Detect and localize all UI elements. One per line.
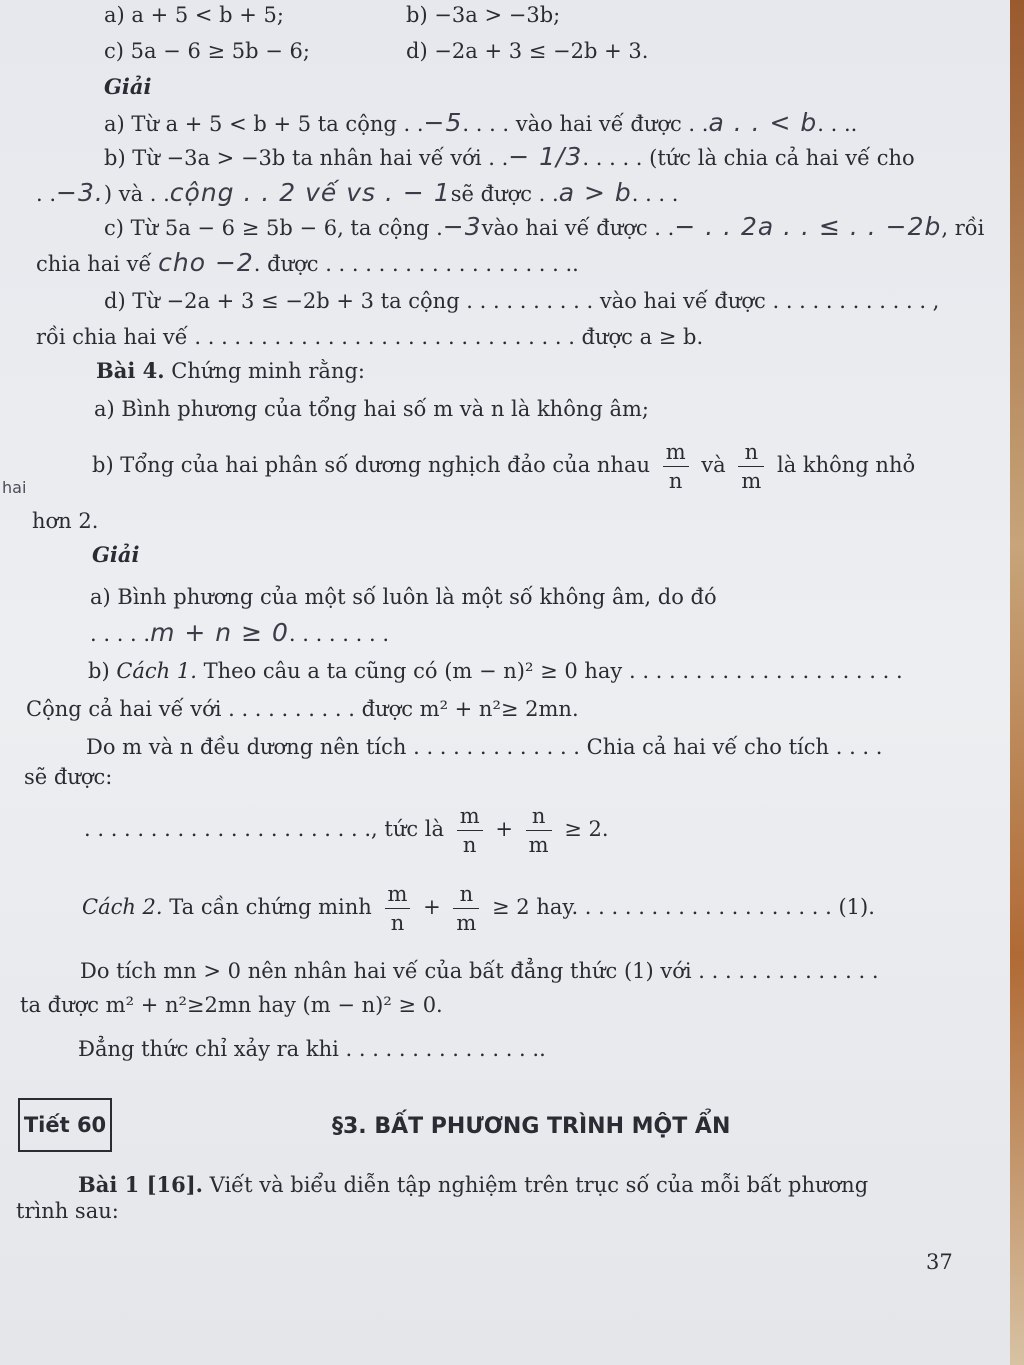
denominator: n xyxy=(390,911,405,935)
text: ) và . . xyxy=(103,182,170,206)
fraction-m-over-n xyxy=(663,438,689,495)
ex4-solution-b-line2: Cộng cả hai vế với . . . . . . . . . . được m² + n²≥ 2mn. xyxy=(26,697,579,721)
handwriting: −3. xyxy=(56,178,104,207)
ex4-solution-a: a) Bình phương của một số luôn là một số không âm, do đó xyxy=(90,585,717,609)
ex4-solution-b-cach1 xyxy=(88,658,903,684)
page-edge-background xyxy=(1010,0,1024,1365)
text: b) Từ −3a > −3b ta nhân hai vế với . . xyxy=(104,146,509,170)
ex3-solution-b xyxy=(104,144,915,171)
ex1-16-title xyxy=(78,1172,868,1198)
ex3-option-b: b) −3a > −3b; xyxy=(406,3,561,27)
ex4-solution-do-tich: Do tích mn > 0 nên nhân hai vế của bất đẳng thức (1) với . . . . . . . . . . . . . . xyxy=(80,959,879,983)
handwriting: a . . < b xyxy=(708,108,818,137)
ex4-solution-ta-duoc: ta được m² + n²≥2mn hay (m − n)² ≥ 0. xyxy=(20,993,443,1017)
ex3-option-c: c) 5a − 6 ≥ 5b − 6; xyxy=(104,39,310,63)
denominator: n xyxy=(668,469,683,493)
text: . được . . . . . . . . . . . . . . . . . . .. xyxy=(253,252,579,276)
plus-sign: + xyxy=(495,817,513,841)
lesson-number-box: Tiết 60 xyxy=(18,1098,112,1152)
ex4-part-a: a) Bình phương của tổng hai số m và n là không âm; xyxy=(94,397,649,421)
denominator: m xyxy=(528,833,549,857)
numerator: m xyxy=(663,438,689,467)
handwriting: cộng . . 2 vế vs . − 1 xyxy=(169,178,451,207)
ex4-solution-a-answer xyxy=(90,620,389,647)
title-bold: Bài 1 [16]. xyxy=(78,1172,203,1197)
text: vào hai vế được . . xyxy=(481,216,675,240)
ex4-part-b xyxy=(92,438,915,495)
handwriting: −5 xyxy=(423,108,463,137)
denominator: m xyxy=(741,469,762,493)
giai-label-ex3: Giải xyxy=(104,74,152,99)
text: ≥ 2. xyxy=(564,817,609,841)
section-heading: §3. BẤT PHƯƠNG TRÌNH MỘT ẨN xyxy=(332,1114,731,1139)
text: ≥ 2 hay. . . . . . . . . . . . . . . . . . . . (1). xyxy=(492,895,875,919)
text: . . xyxy=(36,182,57,206)
text: và xyxy=(701,453,726,477)
ex3-option-a: a) a + 5 < b + 5; xyxy=(104,3,284,27)
handwriting: − . . 2a . . ≤ . . −2b xyxy=(674,212,942,241)
text: chia hai vế xyxy=(36,252,152,276)
text: Ta cần chứng minh xyxy=(169,895,372,919)
ex4-part-b-cont: hơn 2. xyxy=(32,509,99,533)
text: c) Từ 5a − 6 ≥ 5b − 6, ta cộng . xyxy=(104,216,443,240)
page-number: 37 xyxy=(926,1250,953,1274)
text: . . . . . . . . . . . . . . . . . . . . . ., tức là xyxy=(84,817,445,841)
handwriting: m + n ≥ 0 xyxy=(150,618,289,647)
ex3-solution-d-cont: rồi chia hai vế . . . . . . . . . . . . . . . . . . . . . . . . . . . . . được a ≥ b. xyxy=(36,325,704,349)
ex4-solution-cach2 xyxy=(82,880,875,937)
margin-note: hai xyxy=(2,478,27,497)
cach-label: Cách 1. xyxy=(116,659,197,683)
ex4-title xyxy=(96,358,365,384)
text: . . .. xyxy=(817,112,858,136)
text: . . . . . xyxy=(90,622,151,646)
numerator: n xyxy=(738,438,764,467)
fraction-n-over-m xyxy=(526,802,552,859)
ex3-solution-c-cont xyxy=(36,250,579,277)
ex3-solution-b-cont xyxy=(36,180,678,207)
text: , rồi xyxy=(941,216,985,240)
handwriting: cho −2 xyxy=(158,248,254,277)
fraction-m-over-n xyxy=(385,880,411,937)
text: a) Từ a + 5 < b + 5 ta cộng . . xyxy=(104,112,424,136)
ex3-solution-a xyxy=(104,110,857,137)
numerator: m xyxy=(457,802,483,831)
ex3-solution-c xyxy=(104,214,984,241)
cach-label: Cách 2. xyxy=(82,895,163,919)
handwriting: a > b xyxy=(558,178,632,207)
text: b) Tổng của hai phân số dương nghịch đảo của nhau xyxy=(92,453,650,477)
text: . . . . xyxy=(631,182,679,206)
text: . . . . vào hai vế được . . xyxy=(462,112,709,136)
numerator: m xyxy=(385,880,411,909)
numerator: n xyxy=(453,880,479,909)
fraction-m-over-n xyxy=(457,802,483,859)
title-text: Chứng minh rằng: xyxy=(171,359,365,383)
denominator: n xyxy=(462,833,477,857)
fraction-n-over-m xyxy=(453,880,479,937)
ex4-solution-dang-thuc: Đẳng thức chỉ xảy ra khi . . . . . . . . . . . . . . .. xyxy=(78,1037,546,1061)
denominator: m xyxy=(456,911,477,935)
ex4-solution-b-line4: sẽ được: xyxy=(24,765,113,789)
text: . . . . . (tức là chia cả hai vế cho xyxy=(582,146,915,170)
giai-label-ex4: Giải xyxy=(92,542,140,567)
text: b) xyxy=(88,659,110,683)
title-bold: Bài 4. xyxy=(96,358,165,383)
ex3-solution-d: d) Từ −2a + 3 ≤ −2b + 3 ta cộng . . . . . . . . . . vào hai vế được . . . . . . . . . . . . , xyxy=(104,289,940,313)
ex3-option-d: d) −2a + 3 ≤ −2b + 3. xyxy=(406,39,649,63)
text: . . . . . . . . xyxy=(288,622,390,646)
plus-sign: + xyxy=(423,895,441,919)
fraction-n-over-m xyxy=(738,438,764,495)
handwriting: −3 xyxy=(442,212,482,241)
handwriting: − 1/3 xyxy=(508,142,583,171)
text: là không nhỏ xyxy=(776,453,916,477)
ex1-16-title-cont: trình sau: xyxy=(16,1199,119,1223)
ex4-solution-b-line5 xyxy=(84,802,609,859)
title-text: Viết và biểu diễn tập nghiệm trên trục số của mỗi bất phương xyxy=(209,1173,869,1197)
ex4-solution-b-line3: Do m và n đều dương nên tích . . . . . . . . . . . . . Chia cả hai vế cho tích . . . . xyxy=(86,735,883,759)
numerator: n xyxy=(526,802,552,831)
text: Theo câu a ta cũng có (m − n)² ≥ 0 hay . . . . . . . . . . . . . . . . . . . . . xyxy=(203,659,903,683)
text: sẽ được . . xyxy=(450,182,559,206)
